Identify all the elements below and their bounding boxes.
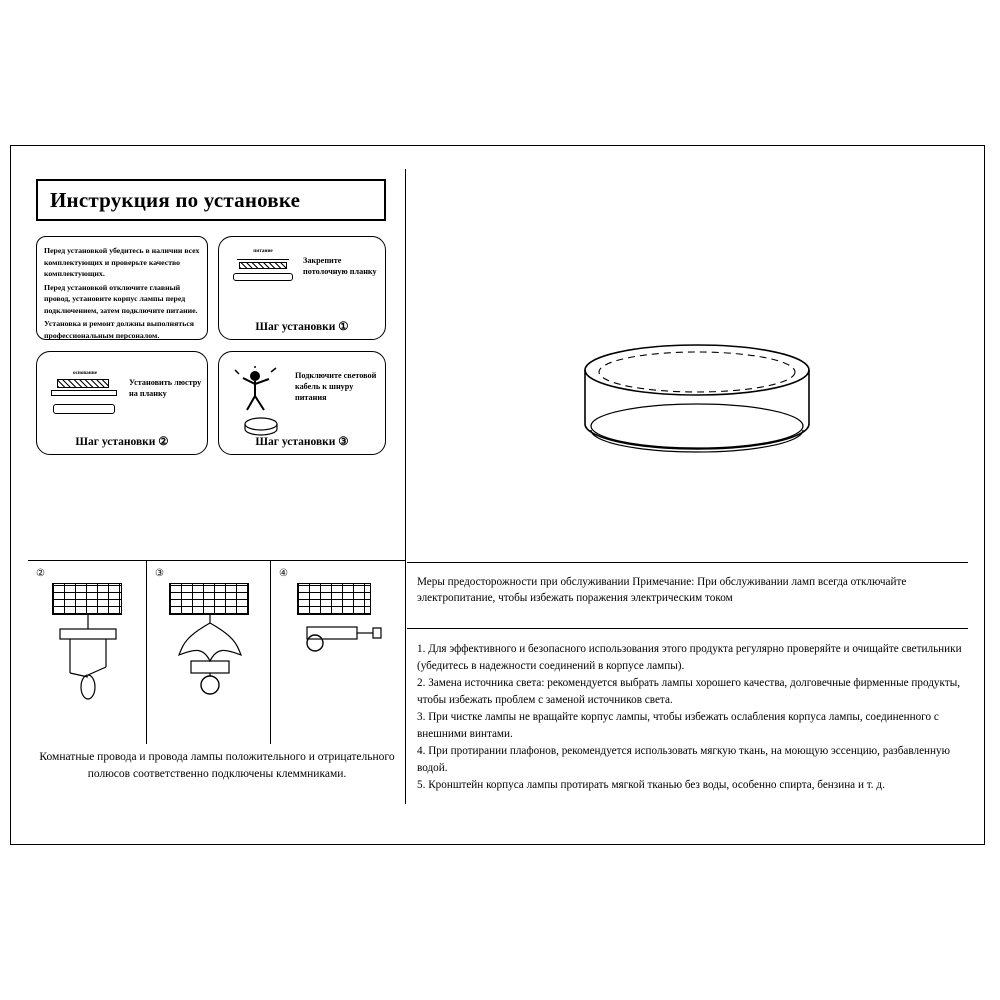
- lamp-illustration-area: [407, 169, 968, 563]
- wiring-section: [28, 560, 406, 804]
- brick-wall-icon: [169, 583, 249, 615]
- step-3-caption: Шаг установки ③: [255, 436, 349, 448]
- maintenance-notes-area: [407, 629, 968, 804]
- step-1-icon-label: питание: [253, 248, 273, 254]
- step-1-caption: Шаг установки ①: [255, 321, 349, 333]
- wiring-diagram-2: [46, 615, 130, 715]
- step-2-panel: [36, 351, 208, 455]
- maintenance-note-2: 2. Замена источника света: рекомендуется выбрать лампы хорошего качества, долговечные фирменные продукты, чтобы избежать проблем с заменой источников света.: [417, 677, 961, 706]
- wiring-cell-3-number: ③: [155, 568, 164, 579]
- maintenance-note-1: 1. Для эффективного и безопасного использования этого продукта регулярно проверяйте и очищайте светильники (убедитесь в надежности соединений в корпусе лампы).: [417, 643, 962, 672]
- step-2-label: Установить люстру на планку: [129, 378, 202, 398]
- wiring-cell-2: [28, 561, 146, 744]
- intro-panel: [36, 236, 208, 340]
- step-2-caption: Шаг установки ②: [75, 436, 169, 448]
- step-1-panel: [218, 236, 386, 340]
- caution-area: [407, 563, 968, 629]
- maintenance-note-5: 5. Кронштейн корпуса лампы протирать мягкой тканью без воды, особенно спирта, бензина и т. д.: [417, 779, 885, 791]
- ceiling-lamp-illustration: [567, 344, 827, 474]
- wiring-cell-2-number: ②: [36, 568, 45, 579]
- page-title-box: [36, 179, 386, 221]
- wiring-diagram-4: [285, 619, 395, 679]
- wiring-diagram-3: [165, 615, 255, 725]
- wiring-cell-4: [270, 561, 406, 744]
- step-3-panel: [218, 351, 386, 455]
- brick-wall-icon: [52, 583, 122, 615]
- maintenance-note-4: 4. При протирании плафонов, рекомендуется использовать мягкую ткань, на моющую эссенцию, разбавленную водой.: [417, 745, 950, 774]
- ceiling-bracket-icon: [233, 249, 293, 287]
- intro-paragraph-3: Установка и ремонт должны выполняться профессиональным персоналом.: [44, 319, 195, 340]
- intro-paragraph-2: Перед установкой отключите главный провод, установите корпус лампы перед подключением, затем подключите питание.: [44, 282, 198, 315]
- caution-text: Меры предосторожности при обслуживании Примечание: При обслуживании ламп всегда отключайте электропитание, чтобы избежать поражения электрическим током: [417, 576, 907, 604]
- step-3-label: Подключите световой кабель к шнуру питания: [295, 371, 377, 402]
- brick-wall-icon: [297, 583, 371, 615]
- maintenance-note-3: 3. При чистке лампы не вращайте корпус лампы, чтобы избежать ослабления корпуса лампы, соединенного с внешними винтами.: [417, 711, 939, 740]
- base-mount-icon: [49, 370, 121, 422]
- step-1-label: Закрепите потолочную планку: [303, 256, 377, 276]
- step-2-icon-label: основание: [72, 370, 98, 376]
- instruction-sheet: [10, 145, 985, 845]
- page-title: Инструкция по установке: [50, 187, 301, 212]
- connect-cable-icon: [233, 366, 289, 436]
- wiring-cell-3: [146, 561, 270, 744]
- left-column: [28, 169, 406, 804]
- instruction-diagram: [28, 169, 968, 804]
- wiring-cell-4-number: ④: [279, 568, 288, 579]
- intro-paragraph-1: Перед установкой убедитесь в наличии всех комплектующих и проверьте качество комплектующих.: [44, 246, 200, 278]
- right-column: [407, 169, 968, 804]
- wiring-note: Комнатные провода и провода лампы положительного и отрицательного полюсов соответственно подключены клеммниками.: [39, 751, 395, 780]
